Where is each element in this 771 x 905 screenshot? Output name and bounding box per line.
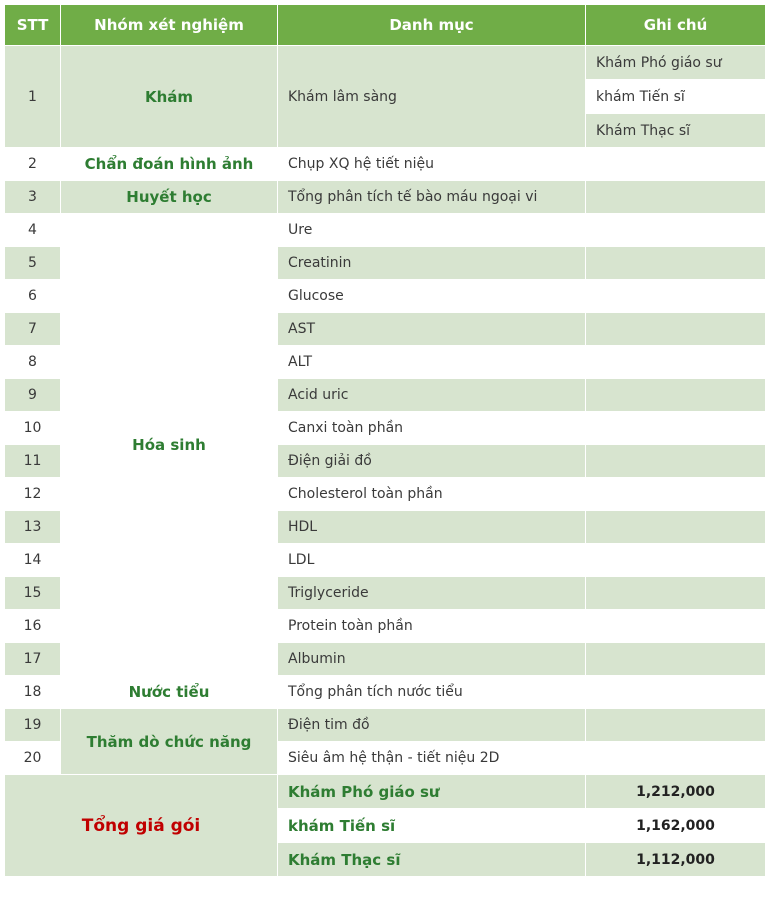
item-cell: Tổng phân tích tế bào máu ngoại vi [278, 181, 586, 214]
stt-cell: 4 [5, 214, 61, 247]
item-cell: HDL [278, 511, 586, 544]
note-cell [586, 676, 766, 709]
item-cell: Điện tim đồ [278, 709, 586, 742]
header-note: Ghi chú [586, 5, 766, 46]
stt-cell: 3 [5, 181, 61, 214]
total-row [5, 775, 766, 809]
item-cell: Canxi toàn phần [278, 412, 586, 445]
item-cell: Albumin [278, 643, 586, 676]
stt-cell: 5 [5, 247, 61, 280]
stt-cell: 6 [5, 280, 61, 313]
stt-cell: 7 [5, 313, 61, 346]
header-item: Danh mục [278, 5, 586, 46]
note-cell [586, 346, 766, 379]
tier-price: 1,162,000 [586, 809, 766, 843]
note-cell [586, 577, 766, 610]
tier-price: 1,112,000 [586, 843, 766, 877]
stt-cell: 19 [5, 709, 61, 742]
table-row [5, 709, 766, 742]
note-cell [586, 511, 766, 544]
stt-cell: 16 [5, 610, 61, 643]
table-row [5, 148, 766, 181]
header-row [5, 5, 766, 46]
group-cell: Huyết học [61, 181, 278, 214]
item-cell: Siêu âm hệ thận - tiết niệu 2D [278, 742, 586, 775]
group-cell: Hóa sinh [61, 214, 278, 676]
item-cell: Cholesterol toàn phần [278, 478, 586, 511]
stt-cell: 12 [5, 478, 61, 511]
stt-cell: 18 [5, 676, 61, 709]
note-cell [586, 643, 766, 676]
item-cell: Acid uric [278, 379, 586, 412]
stt-cell: 15 [5, 577, 61, 610]
stt-cell: 13 [5, 511, 61, 544]
stt-cell: 9 [5, 379, 61, 412]
item-cell: AST [278, 313, 586, 346]
table-row [5, 676, 766, 709]
tier-name: khám Tiến sĩ [278, 809, 586, 843]
note-cell [586, 709, 766, 742]
note-cell [586, 148, 766, 181]
stt-cell: 17 [5, 643, 61, 676]
note-cell [586, 610, 766, 643]
header-stt: STT [5, 5, 61, 46]
table-row [5, 214, 766, 247]
item-cell: Điện giải đồ [278, 445, 586, 478]
note-cell [586, 313, 766, 346]
stt-cell: 14 [5, 544, 61, 577]
stt-cell: 11 [5, 445, 61, 478]
stt-cell: 1 [5, 46, 61, 148]
table-row [5, 46, 766, 80]
item-cell: Protein toàn phần [278, 610, 586, 643]
tier-name: Khám Phó giáo sư [278, 775, 586, 809]
stt-cell: 10 [5, 412, 61, 445]
note-cell [586, 280, 766, 313]
header-group: Nhóm xét nghiệm [61, 5, 278, 46]
total-label: Tổng giá gói [5, 775, 278, 877]
tier-price: 1,212,000 [586, 775, 766, 809]
note-cell [586, 412, 766, 445]
note-cell [586, 445, 766, 478]
group-cell: Chẩn đoán hình ảnh [61, 148, 278, 181]
note-cell [586, 544, 766, 577]
note-cell: Khám Thạc sĩ [586, 114, 766, 148]
group-cell: Khám [61, 46, 278, 148]
note-cell [586, 379, 766, 412]
item-cell: Ure [278, 214, 586, 247]
note-cell [586, 181, 766, 214]
item-cell: ALT [278, 346, 586, 379]
stt-cell: 20 [5, 742, 61, 775]
group-cell: Nước tiểu [61, 676, 278, 709]
package-price-table [4, 4, 766, 877]
note-cell [586, 742, 766, 775]
stt-cell: 2 [5, 148, 61, 181]
note-cell: khám Tiến sĩ [586, 80, 766, 114]
tier-name: Khám Thạc sĩ [278, 843, 586, 877]
item-cell: LDL [278, 544, 586, 577]
table-row [5, 181, 766, 214]
group-cell: Thăm dò chức năng [61, 709, 278, 775]
item-cell: Khám lâm sàng [278, 46, 586, 148]
item-cell: Triglyceride [278, 577, 586, 610]
stt-cell: 8 [5, 346, 61, 379]
item-cell: Creatinin [278, 247, 586, 280]
item-cell: Chụp XQ hệ tiết niệu [278, 148, 586, 181]
item-cell: Glucose [278, 280, 586, 313]
note-cell [586, 247, 766, 280]
note-cell [586, 478, 766, 511]
note-cell: Khám Phó giáo sư [586, 46, 766, 80]
item-cell: Tổng phân tích nước tiểu [278, 676, 586, 709]
note-cell [586, 214, 766, 247]
